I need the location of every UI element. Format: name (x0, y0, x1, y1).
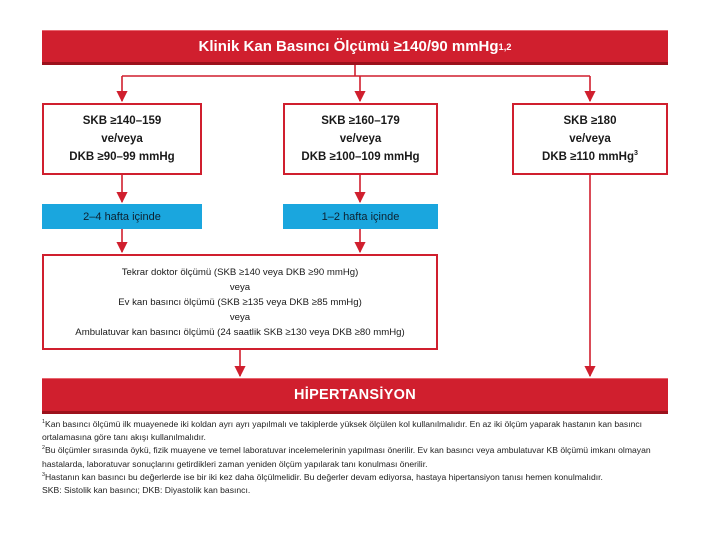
hypertension-result-banner: HİPERTANSİYON (42, 378, 668, 414)
ambulatory-measurement: Ambulatuvar kan basıncı ölçümü (24 saatlik SKB ≥130 veya DKB ≥80 mmHg) (75, 326, 405, 338)
footnote-marker: 1 (42, 419, 45, 426)
footnote-text: Kan basıncı ölçümü ilk muayenede iki koldan ayrı ayrı yapılmalı ve takiplerde yüksek ölçülen kol kullanılmalıdır. En az iki ölçüm yaparak hastanın kan basıncı ortalamasına göre tanı akışı kullanılmalıdır. (42, 419, 643, 443)
criteria-skb: SKB ≥140–159 (82, 115, 162, 127)
criteria-skb: SKB ≥160–179 (321, 115, 400, 127)
criteria-conj: ve/veya (339, 133, 382, 145)
or-label: veya (229, 311, 251, 323)
measurement-threshold-banner: Klinik Kan Basıncı Ölçümü ≥140/90 mmHg 1,2 (42, 30, 668, 65)
criteria-box-stage1 (42, 103, 202, 175)
criteria-conj: ve/veya (101, 133, 143, 145)
footnote (42, 444, 668, 470)
abbreviations (42, 484, 668, 497)
footnote-text: Hastanın kan basıncı bu değerlerde ise bir iki kez daha ölçülmelidir. Bu değerler devam ediyorsa, hastaya hipertansiyon tanısı hemen konulmalıdır. (44, 471, 603, 482)
abbreviations-text: SKB: Sistolik kan basıncı; DKB: Diyastolik kan basıncı. (42, 485, 251, 496)
banner-title: Klinik Kan Basıncı Ölçümü ≥140/90 mmHg (198, 38, 499, 55)
criteria-skb: SKB ≥180 (563, 115, 617, 127)
criteria-conj: ve/veya (569, 133, 611, 145)
office-measurement: Tekrar doktor ölçümü (SKB ≥140 veya DKB ≥90 mmHg) (121, 266, 359, 278)
criteria-box-stage2 (283, 103, 438, 175)
confirmation-measurements-box (42, 254, 438, 350)
criteria-dkb-sup: 3 (633, 149, 638, 158)
timeframe-box-stage1: 2–4 hafta içinde (42, 204, 202, 229)
footnote-marker: 3 (42, 471, 45, 478)
or-label: veya (229, 281, 251, 293)
footnote-text: Bu ölçümler sırasında öykü, fizik muayene ve temel laboratuvar incelemelerinin yapılması önerilir. Ev kan basıncı veya ambulatuvar KB ölçümü imkanı olmayan hastalarda, laboratuvar sonuçlarını getirdikleri zaman yeniden ölçüm yapılarak tanı konulması önerilir. (42, 445, 651, 469)
footnote (42, 418, 668, 444)
criteria-dkb: DKB ≥100–109 mmHg (301, 151, 420, 163)
footnote (42, 471, 668, 484)
footnotes (42, 418, 668, 497)
footnote-marker: 2 (42, 445, 45, 452)
criteria-dkb (542, 148, 638, 166)
criteria-dkb: DKB ≥90–99 mmHg (69, 151, 175, 163)
criteria-box-stage3 (512, 103, 668, 175)
timeframe-box-stage2: 1–2 hafta içinde (283, 204, 438, 229)
criteria-dkb-text: DKB ≥110 mmHg (542, 151, 634, 163)
home-measurement: Ev kan basıncı ölçümü (SKB ≥135 veya DKB ≥85 mmHg) (118, 296, 362, 308)
